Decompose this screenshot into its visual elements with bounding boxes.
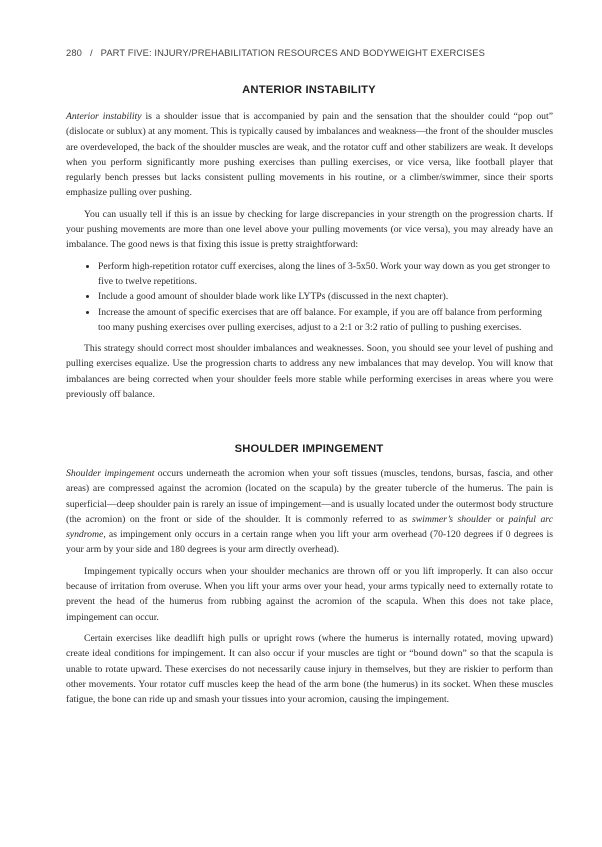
paragraph: You can usually tell if this is an issue by checking for large discrepancies in your strength on the progression charts. If your pushing movements are more than one level above your pulling movements (or vice versa), you may already have an imbalance. The good news is that fixing this issue is pretty straightforward: <box>66 208 553 251</box>
paragraph-text: occurs underneath the acromion when your soft tissues (muscles, tendons, bursas, fascia, and other areas) are compressed against the acromion (located on the scapula) by the greater tubercle of the humerus. The pain is superficial—deep shoulder pain is rarely an issue of impingement—and is usually located under the outermost body structure (the acromion) on the front or side of the shoulder. It is commonly referred to as <box>66 468 553 525</box>
section-body-anterior-instability <box>66 109 553 408</box>
page-number: 280 <box>66 47 82 58</box>
defined-term: swimmer’s shoulder <box>411 513 492 525</box>
paragraph-text: or <box>491 513 509 525</box>
bullet-list <box>66 259 553 335</box>
list-item: • Perform high-repetition rotator cuff exercises, along the lines of 3-5x50. Work your way down as you get stronger to five to twelve repetitions. <box>98 259 553 290</box>
paragraph: This strategy should correct most shoulder imbalances and weaknesses. Soon, you should see your level of pushing and pulling exercises equalize. Use the progression charts to address any new imbalances that may develop. You will know that imbalances are being corrected when your shoulder feels more stable while performing exercises in areas where you were previously off balance. <box>66 343 553 401</box>
section-heading-anterior-instability: ANTERIOR INSTABILITY <box>242 84 376 96</box>
section-heading-shoulder-impingement: SHOULDER IMPINGEMENT <box>234 443 384 455</box>
list-item: • Include a good amount of shoulder blade work like LYTPs (discussed in the next chapter). <box>98 289 553 304</box>
paragraph <box>66 466 553 558</box>
list-item: • Increase the amount of specific exercises that are off balance. For example, if you are off balance from performing too many pushing exercises over pulling exercises, adjust to a 2:1 or 3:2 ratio of pulling to pushing exercises. <box>98 305 553 336</box>
paragraph-text: is a shoulder issue that is accompanied by pain and the sensation that the shoulder could “pop out” (dislocate or sublux) at any moment. This is typically caused by imbalances and weakness—the front of the shoulder muscles are overdeveloped, the back of the shoulder muscles are weak, and the rotator cuff and other stabilizers are weak. It develops when you perform significantly more pushing exercises than pulling exercises, or vice versa, like football player that regularly bench presses but lacks consistent pulling movements in his routine, or a climber/swimmer, since their sports emphasize pulling over pushing. <box>66 111 554 199</box>
defined-term: Anterior instability <box>66 111 142 122</box>
paragraph: Impingement typically occurs when your shoulder mechanics are thrown off or you lift improperly. It can also occur because of irritation from overuse. When you lift your arms over your head, your arms typically need to externally rotate to prevent the head of the humerus from rubbing against the acromion of the scapula. When this does not take place, impingement can occur. <box>66 565 553 623</box>
running-head-separator: / <box>89 47 93 58</box>
running-head <box>66 47 485 58</box>
section-body-shoulder-impingement <box>66 466 553 713</box>
running-head-title: PART FIVE: INJURY/PREHABILITATION RESOURCES AND BODYWEIGHT EXERCISES <box>100 47 485 58</box>
paragraph-text: , as impingement only occurs in a certain range when you lift your arm overhead (70-120 degrees if 0 degrees is your arm by your side and 180 degrees is your arm directly overhead). <box>66 529 553 556</box>
paragraph <box>66 109 553 201</box>
defined-term: painful arc syndrome <box>66 513 554 541</box>
defined-term: Shoulder impingement <box>66 468 155 479</box>
paragraph: Certain exercises like deadlift high pulls or upright rows (where the humerus is internally rotated, moving upward) create ideal conditions for impingement. It can also occur if your muscles are tight or “bound down” so that the scapula is unable to rotate upward. These exercises do not necessarily cause injury in themselves, but they are riskier to perform than other movements. Your rotator cuff muscles keep the head of the arm bone (the humerus) in its socket. When these muscles fatigue, the bone can ride up and smash your tissues into your acromion, causing the impingement. <box>66 632 553 706</box>
